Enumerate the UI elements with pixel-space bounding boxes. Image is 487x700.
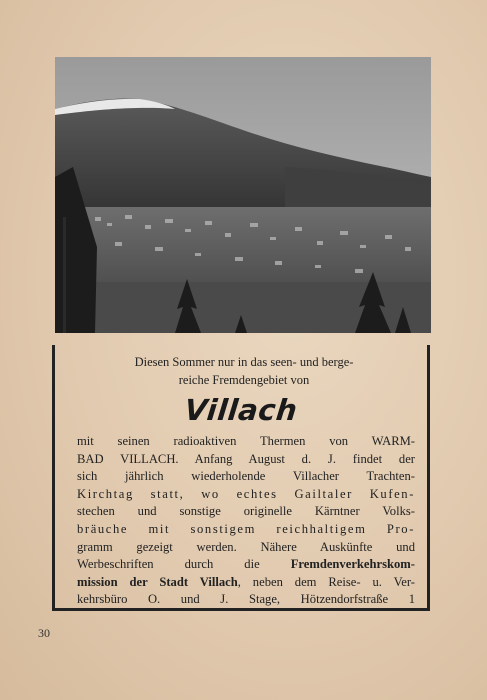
contact-bold-2: mission der Stadt Villach	[77, 574, 238, 589]
tourism-advertisement	[52, 345, 430, 611]
body-line-8-text: Werbeschriften durch die	[77, 557, 291, 572]
body-line: stechen und sonstige originelle Kärntner Volks-	[77, 504, 415, 519]
page-number: 30	[38, 626, 50, 640]
contact-bold-1: Fremdenverkehrskom-	[290, 557, 415, 572]
body-line-10: kehrsbüro O. und J. Stage, Hötzendorfstraße 1	[77, 592, 415, 607]
villach-landscape-photo	[55, 57, 431, 333]
ad-body-text	[77, 433, 415, 609]
body-line: gramm gezeigt werden. Nähere Auskünfte und	[77, 539, 415, 554]
intro-line-2: reiche Fremdengebiet von	[178, 373, 310, 387]
body-line-9	[77, 574, 415, 592]
body-line-9-text: , neben dem Reise- u. Ver-	[237, 574, 415, 589]
body-line: BAD VILLACH. Anfang August d. J. findet der	[77, 451, 415, 466]
body-line: mit seinen radioaktiven Thermen von WARM-	[77, 434, 415, 448]
town-name-heading: Villach	[182, 393, 300, 427]
body-line: sich jährlich wiederholende Villacher Trachten-	[77, 469, 415, 484]
body-line: Kirchtag statt, wo echtes Gailtaler Kufen-	[77, 486, 415, 501]
body-line: bräuche mit sonstigem reichhaltigem Pro-	[77, 521, 415, 536]
ad-intro	[75, 353, 413, 389]
intro-line-1: Diesen Sommer nur in das seen- und berge-	[134, 355, 354, 369]
body-line-8	[77, 556, 415, 574]
